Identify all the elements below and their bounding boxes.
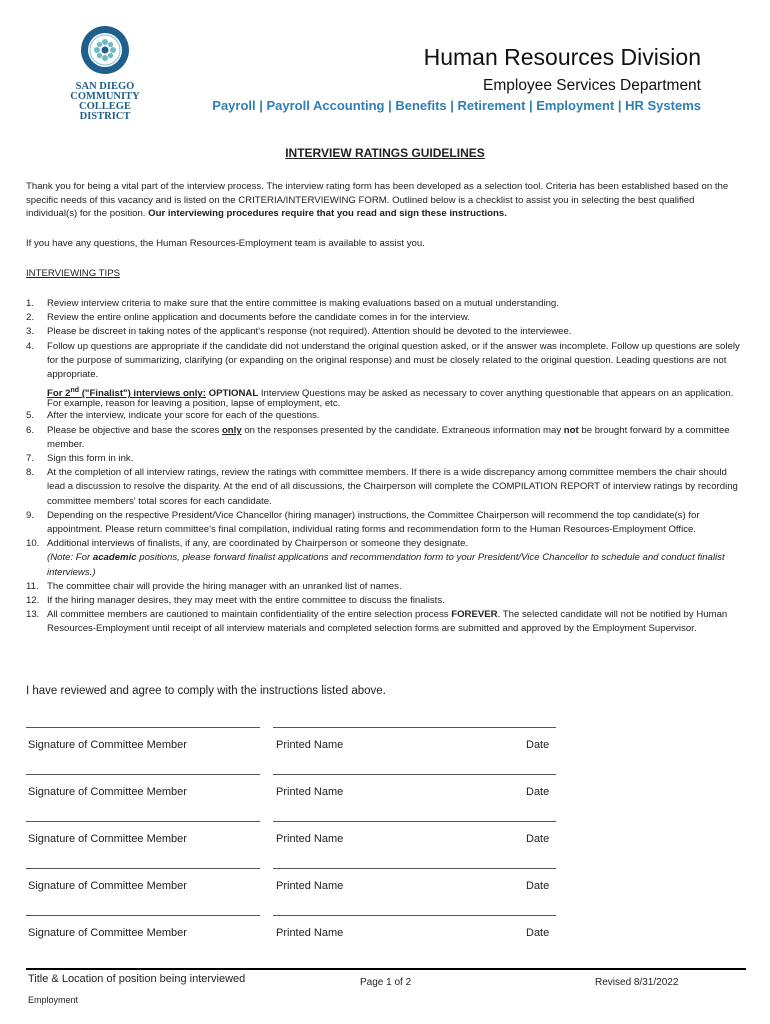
logo-line-2: COMMUNITY COLLEGE <box>70 91 140 112</box>
finalist-label: For 2nd ("Finalist") interviews only: <box>47 387 206 400</box>
signature-label: Signature of Committee Member <box>28 880 187 892</box>
questions-paragraph: If you have any questions, the Human Resources-Employment team is available to assist you. <box>26 238 425 249</box>
intro-paragraph <box>26 180 742 221</box>
college-seal-logo <box>80 25 130 75</box>
printed-name-label: Printed Name <box>276 927 344 939</box>
agreement-statement: I have reviewed and agree to comply with the instructions listed above. <box>26 685 386 697</box>
printed-name-label: Printed Name <box>276 833 344 845</box>
department-subtitle: Employee Services Department <box>483 77 701 94</box>
district-logo-text <box>44 82 166 122</box>
signature-line[interactable] <box>26 868 260 869</box>
signature-label: Signature of Committee Member <box>28 927 187 939</box>
name-date-line[interactable] <box>273 915 556 916</box>
list-item: 2. Review the entire online application and documents before the candidate comes in for the interview. <box>26 312 470 324</box>
optional-label: OPTIONAL <box>208 388 259 400</box>
signature-row <box>26 774 556 814</box>
date-label: Date <box>526 833 550 845</box>
division-title: Human Resources Division <box>423 44 701 70</box>
list-item: 5. After the interview, indicate your score for each of the questions. <box>26 410 320 422</box>
list-item: 3. Please be discreet in taking notes of the applicant's response (not required). Attention should be devoted to the interviewee. <box>26 326 572 338</box>
signature-line[interactable] <box>26 915 260 916</box>
name-date-line[interactable] <box>273 774 556 775</box>
signature-row <box>26 915 556 955</box>
list-item: 12. If the hiring manager desires, they may meet with the entire committee to discuss the finalists. <box>26 595 445 607</box>
date-label: Date <box>526 739 550 751</box>
list-item: 8. At the completion of all interview ratings, review the ratings with committee members. If there is a wide discrepancy among committee members the chair should lead a discussion to resolve the disparity. At the end of all discussions, the Chairperson will complete the COMPILATION REPORT of interview ratings by recording committee members' total scores for each candidate. <box>26 467 738 507</box>
signature-label: Signature of Committee Member <box>28 786 187 798</box>
list-item: 7. Sign this form in ink. <box>26 453 134 465</box>
logo-line-3: DISTRICT <box>79 111 131 122</box>
signature-line[interactable] <box>26 727 260 728</box>
signature-row <box>26 868 556 908</box>
signature-row <box>26 727 556 767</box>
intro-requirement: Our interviewing procedures require that you read and sign these instructions. <box>148 208 507 220</box>
signature-line[interactable] <box>26 821 260 822</box>
date-label: Date <box>526 927 550 939</box>
printed-name-label: Printed Name <box>276 880 344 892</box>
tips-list <box>26 297 742 637</box>
list-item: 4. Follow up questions are appropriate if the candidate did not understand the original question asked, or if the answer was incomplete. Follow up questions are solely for the purpose of summarizing, clarifying (or expanding on the original response) and must be closely related to the original question. Leading questions are not appropriate. <box>26 340 740 381</box>
list-item: 1. Review interview criteria to make sure that the entire committee is making evaluations based on a mutual understanding. <box>26 298 559 309</box>
name-date-line[interactable] <box>273 821 556 822</box>
signature-row <box>26 821 556 861</box>
list-item: 11. The committee chair will provide the hiring manager with an unranked list of names. <box>26 580 402 592</box>
tips-heading: INTERVIEWING TIPS <box>26 268 120 279</box>
document-title: INTERVIEW RATINGS GUIDELINES <box>285 146 485 160</box>
position-title-label: Title & Location of position being interviewed <box>28 973 246 985</box>
signature-line[interactable] <box>26 774 260 775</box>
footer-department: Employment <box>28 995 79 1005</box>
printed-name-label: Printed Name <box>276 739 344 751</box>
name-date-line[interactable] <box>273 868 556 869</box>
printed-name-label: Printed Name <box>276 786 344 798</box>
footer-rule <box>26 968 746 970</box>
name-date-line[interactable] <box>273 727 556 728</box>
date-label: Date <box>526 786 550 798</box>
list-item: 6. Please be objective and base the scores only on the responses presented by the candidate. Extraneous information may not be brought forward by a committee member. <box>26 424 730 450</box>
list-item: 9. Depending on the respective President/Vice Chancellor (hiring manager) instructions, the Committee Chairperson will recommend the top candidate(s) for appointment. Please return committee's final compilation, individual rating forms and recommendation form to the Human Resources-Employment Office. <box>26 509 700 536</box>
signature-label: Signature of Committee Member <box>28 833 187 845</box>
list-item: 10. Additional interviews of finalists, if any, are coordinated by Chairperson or someone they designate. (Note: For academic positions, please forward finalist applications and recommendation form to your President/Vice Chancellor to schedule and conduct finalist interviews.) <box>26 538 725 578</box>
page-number: Page 1 of 2 <box>360 977 412 988</box>
intro-text: Thank you for being a vital part of the interview process. The interview rating form has been developed as a selection tool. Criteria has been established based on the specific needs of this vacancy and is listed on the CRITERIA/INTERVIEWING FORM. Outlined below is a checklist to assist you in selecting the best qualified individual(s) for the position. <box>26 181 729 220</box>
signature-label: Signature of Committee Member <box>28 739 187 751</box>
revision-date: Revised 8/31/2022 <box>595 977 679 988</box>
logo-line-1: SAN DIEGO <box>75 81 135 92</box>
finalist-note: For 2nd ("Finalist") interviews only: OPTIONAL Interview Questions may be asked as necessary to cover anything questionable that appears on an application. For example, reason for leaving a position, lapse of employment, etc. <box>47 387 734 410</box>
date-label: Date <box>526 880 550 892</box>
department-links: Payroll | Payroll Accounting | Benefits | Retirement | Employment | HR Systems <box>212 98 701 113</box>
list-item: 13. All committee members are cautioned to maintain confidentiality of the entire selection process FOREVER. The selected candidate will not be notified by Human Resources-Employment until receipt of all interview materials and completed selection forms are submitted and approved by the Employment Supervisor. <box>26 609 728 635</box>
